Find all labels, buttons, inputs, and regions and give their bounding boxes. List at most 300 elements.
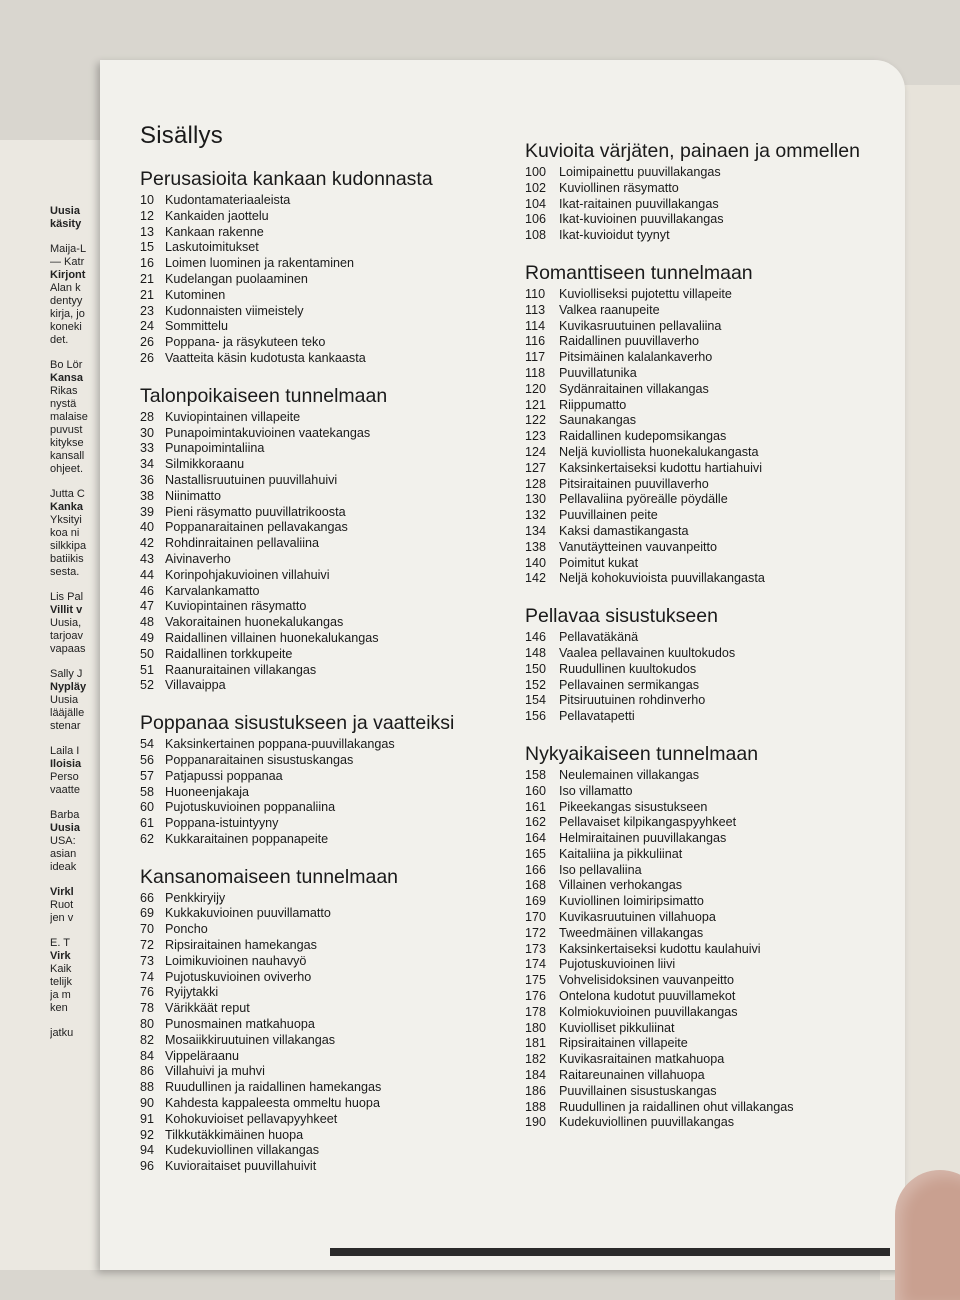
contents-entry xyxy=(140,441,500,457)
entry-title: Puuvillainen sisustuskangas xyxy=(559,1083,717,1098)
underlying-text-fragment: ohjeet. xyxy=(50,463,84,475)
entry-page-number: 92 xyxy=(140,1127,155,1142)
contents-entry xyxy=(525,678,885,694)
entry-title: Raanuraitainen villakangas xyxy=(165,662,317,677)
underlying-text-fragment: ideak xyxy=(50,861,77,873)
section-heading: Pellavaa sisustukseen xyxy=(525,605,718,628)
entry-title: Kuviopintainen räsymatto xyxy=(165,599,307,614)
entry-title: Ikat-raitainen puuvillakangas xyxy=(559,196,719,211)
contents-entry xyxy=(140,832,500,848)
entry-page-number: 134 xyxy=(525,523,547,538)
contents-entry xyxy=(525,429,885,445)
entry-title: Vaatteita käsin kudotusta kankaasta xyxy=(165,350,366,365)
entry-page-number: 62 xyxy=(140,831,155,846)
entry-title: Huoneenjakaja xyxy=(165,784,250,799)
entry-title: Niinimatto xyxy=(165,488,221,503)
entry-page-number: 24 xyxy=(140,319,155,334)
underlying-text-fragment: Villit v xyxy=(50,604,83,616)
underlying-text-fragment: malaise xyxy=(50,411,88,423)
underlying-text-fragment: — Katr xyxy=(50,256,85,268)
entry-page-number: 110 xyxy=(525,286,546,301)
entry-title: Neulemainen villakangas xyxy=(559,767,700,782)
entry-page-number: 174 xyxy=(525,957,547,972)
underlying-text-fragment: Uusia xyxy=(50,822,80,834)
contents-entry xyxy=(140,800,500,816)
contents-section xyxy=(140,712,500,848)
entry-page-number: 39 xyxy=(140,504,155,519)
contents-entry xyxy=(525,197,885,213)
entry-page-number: 84 xyxy=(140,1048,155,1063)
contents-entry xyxy=(140,737,500,753)
contents-entry xyxy=(140,256,500,272)
contents-section xyxy=(525,140,885,244)
entry-title: Riippumatto xyxy=(559,397,627,412)
entry-page-number: 36 xyxy=(140,472,155,487)
contents-entry xyxy=(525,540,885,556)
contents-entry xyxy=(525,630,885,646)
entry-title: Punapoimintaliina xyxy=(165,441,265,456)
entry-title: Kudontamateriaaleista xyxy=(165,193,291,207)
entry-page-number: 46 xyxy=(140,583,155,598)
underlying-text-fragment: Bo Lör xyxy=(50,359,83,371)
entry-title: Korinpohjakuvioinen villahuivi xyxy=(165,567,330,582)
underlying-text-fragment: dentyy xyxy=(50,295,83,307)
entry-page-number: 168 xyxy=(525,878,547,893)
contents-entry xyxy=(525,709,885,725)
entry-title: Raidallinen puuvillaverho xyxy=(559,334,700,349)
underlying-text-fragment: sesta. xyxy=(50,566,80,578)
entry-page-number: 74 xyxy=(140,969,155,984)
underlying-text-fragment: vapaas xyxy=(50,643,86,655)
entry-page-number: 13 xyxy=(140,224,155,239)
entry-page-number: 173 xyxy=(525,941,547,956)
entry-page-number: 76 xyxy=(140,985,155,1000)
entry-title: Ikat-kuvioinen puuvillakangas xyxy=(559,212,724,227)
entry-title: Kukkaraitainen poppanapeite xyxy=(165,831,329,846)
entry-page-number: 78 xyxy=(140,1001,155,1016)
entry-title: Vohvelisidoksinen vauvanpeitto xyxy=(559,973,735,988)
entry-title: Poppana- ja räsykuteen teko xyxy=(165,335,326,350)
contents-entry xyxy=(140,1033,500,1049)
contents-entry xyxy=(140,631,500,647)
contents-entry xyxy=(525,973,885,989)
entry-title: Raidallinen kudepomsikangas xyxy=(559,429,727,444)
entry-page-number: 175 xyxy=(525,973,547,988)
entry-page-number: 178 xyxy=(525,1004,547,1019)
entry-page-number: 169 xyxy=(525,894,547,909)
entry-page-number: 164 xyxy=(525,831,547,846)
contents-entry xyxy=(140,599,500,615)
underlying-text-fragment: Ruot xyxy=(50,899,74,911)
contents-entry xyxy=(525,165,885,181)
contents-entry xyxy=(140,489,500,505)
contents-entry xyxy=(525,815,885,831)
underlying-text-fragment: Alan k xyxy=(50,282,81,294)
entry-page-number: 69 xyxy=(140,906,155,921)
contents-entry xyxy=(140,785,500,801)
underlying-text-fragment: vaatte xyxy=(50,784,80,796)
entry-page-number: 166 xyxy=(525,862,547,877)
entry-page-number: 48 xyxy=(140,615,155,630)
contents-entry xyxy=(525,942,885,958)
entry-page-number: 128 xyxy=(525,476,547,491)
entry-title: Iso villamatto xyxy=(559,783,633,798)
underlying-text-fragment: koa ni xyxy=(50,527,80,539)
contents-entry xyxy=(140,505,500,521)
contents-entry xyxy=(140,985,500,1001)
entry-title: Ripsiraitainen hamekangas xyxy=(165,938,317,953)
entry-title: Vanutäytteinen vauvanpeitto xyxy=(559,539,718,554)
contents-entry xyxy=(140,410,500,426)
entry-page-number: 117 xyxy=(525,350,546,365)
underlying-text-fragment: Uusia, xyxy=(50,617,82,629)
entry-page-number: 60 xyxy=(140,800,155,815)
entry-title: Helmiraitainen puuvillakangas xyxy=(559,831,727,846)
entry-page-number: 44 xyxy=(140,567,155,582)
contents-entry xyxy=(525,212,885,228)
entry-title: Pieni räsymatto puuvillatrikoosta xyxy=(165,504,346,519)
contents-entry xyxy=(140,678,500,694)
contents-entry xyxy=(140,769,500,785)
entry-title: Värikkäät reput xyxy=(165,1001,250,1016)
entry-title: Vippeläraanu xyxy=(165,1048,239,1063)
underlying-text-fragment: Kansa xyxy=(50,372,84,384)
underlying-text-fragment: E. T xyxy=(50,937,70,949)
contents-entry xyxy=(525,382,885,398)
contents-entry xyxy=(140,938,500,954)
contents-entry xyxy=(525,894,885,910)
underlying-text-fragment: jatku xyxy=(50,1027,74,1039)
entry-list xyxy=(525,768,885,1131)
contents-entry xyxy=(525,1052,885,1068)
contents-entry xyxy=(140,209,500,225)
contents-entry xyxy=(140,1159,500,1175)
entry-title: Villavaippa xyxy=(165,678,226,693)
contents-section xyxy=(140,168,500,367)
entry-page-number: 148 xyxy=(525,645,547,660)
entry-page-number: 123 xyxy=(525,429,547,444)
entry-page-number: 150 xyxy=(525,661,547,676)
entry-page-number: 181 xyxy=(525,1036,547,1051)
contents-entry xyxy=(525,413,885,429)
entry-page-number: 146 xyxy=(525,630,547,645)
entry-title: Pellavatapetti xyxy=(559,709,635,724)
contents-entry xyxy=(140,288,500,304)
thumb xyxy=(895,1170,960,1300)
entry-title: Kuvikasruutuinen villahuopa xyxy=(559,910,716,925)
entry-title: Tilkkutäkkimäinen huopa xyxy=(165,1127,304,1142)
entry-title: Tweedmäinen villakangas xyxy=(559,925,704,940)
entry-page-number: 172 xyxy=(525,925,547,940)
underlying-text-fragment: Kanka xyxy=(50,501,84,513)
contents-entry xyxy=(525,334,885,350)
contents-entry xyxy=(140,906,500,922)
entry-title: Kaksinkertaiseksi kudottu kaulahuivi xyxy=(559,941,761,956)
entry-page-number: 190 xyxy=(525,1115,547,1130)
entry-title: Poppanaraitainen pellavakangas xyxy=(165,520,348,535)
entry-title: Ryijytakki xyxy=(165,985,219,1000)
underlying-text-fragment: jen v xyxy=(50,912,74,924)
entry-page-number: 72 xyxy=(140,938,155,953)
section-heading: Kansanomaiseen tunnelmaan xyxy=(140,865,399,888)
entry-page-number: 66 xyxy=(140,890,155,905)
underlying-text-fragment: batiikis xyxy=(50,553,84,565)
entry-page-number: 90 xyxy=(140,1096,155,1111)
entry-title: Kuvioraitaiset puuvillahuivit xyxy=(165,1159,317,1174)
contents-entry xyxy=(525,989,885,1005)
entry-title: Kaksinkertainen poppana-puuvillakangas xyxy=(165,737,395,752)
contents-entry xyxy=(140,647,500,663)
entry-page-number: 170 xyxy=(525,910,547,925)
entry-title: Kudekuviollinen villakangas xyxy=(165,1143,320,1158)
contents-entry xyxy=(525,366,885,382)
contents-entry xyxy=(525,1100,885,1116)
entry-title: Kuvikasraitainen matkahuopa xyxy=(559,1052,725,1067)
contents-entry xyxy=(525,646,885,662)
contents-entry xyxy=(525,863,885,879)
contents-entry xyxy=(140,954,500,970)
entry-page-number: 23 xyxy=(140,303,155,318)
entry-page-number: 58 xyxy=(140,784,155,799)
entry-title: Kaksinkertaiseksi kudottu hartiahuivi xyxy=(559,460,763,475)
entry-list xyxy=(525,630,885,725)
contents-entry xyxy=(525,847,885,863)
entry-title: Kuvikasruutuinen pellavaliina xyxy=(559,318,722,333)
contents-left-column xyxy=(140,122,500,1193)
entry-page-number: 10 xyxy=(140,193,155,207)
entry-title: Patjapussi poppanaa xyxy=(165,768,283,783)
entry-page-number: 176 xyxy=(525,989,547,1004)
entry-page-number: 108 xyxy=(525,228,547,243)
contents-entry xyxy=(525,1005,885,1021)
contents-entry xyxy=(525,910,885,926)
entry-page-number: 106 xyxy=(525,212,547,227)
entry-title: Ruudullinen ja raidallinen ohut villakangas xyxy=(559,1099,794,1114)
underlying-text-fragment: Rikas xyxy=(50,385,78,397)
entry-page-number: 152 xyxy=(525,677,547,692)
contents-entry xyxy=(140,1017,500,1033)
underlying-text-fragment: nystä xyxy=(50,398,77,410)
underlying-text-fragment: Yksityi xyxy=(50,514,82,526)
entry-page-number: 30 xyxy=(140,425,155,440)
entry-title: Loimipainettu puuvillakangas xyxy=(559,165,721,179)
entry-page-number: 140 xyxy=(525,555,547,570)
entry-list xyxy=(525,287,885,587)
contents-entry xyxy=(140,970,500,986)
entry-page-number: 94 xyxy=(140,1143,155,1158)
entry-title: Karvalankamatto xyxy=(165,583,260,598)
entry-page-number: 80 xyxy=(140,1017,155,1032)
entry-page-number: 26 xyxy=(140,335,155,350)
contents-entry xyxy=(525,303,885,319)
entry-page-number: 161 xyxy=(525,799,547,814)
entry-title: Punosmainen matkahuopa xyxy=(165,1017,315,1032)
entry-page-number: 57 xyxy=(140,768,155,783)
entry-page-number: 132 xyxy=(525,508,547,523)
contents-entry xyxy=(140,335,500,351)
contents-entry xyxy=(525,445,885,461)
entry-title: Mosaiikkiruutuinen villakangas xyxy=(165,1032,336,1047)
underlying-text-fragment: Uusia xyxy=(50,694,79,706)
contents-entry xyxy=(140,1096,500,1112)
entry-title: Saunakangas xyxy=(559,413,637,428)
entry-title: Villahuivi ja muhvi xyxy=(165,1064,265,1079)
underlying-text-fragment: USA: xyxy=(50,835,76,847)
entry-page-number: 61 xyxy=(140,816,155,831)
contents-entry xyxy=(140,473,500,489)
contents-entry xyxy=(525,461,885,477)
contents-entry xyxy=(525,571,885,587)
entry-title: Kankaan rakenne xyxy=(165,224,264,239)
contents-entry xyxy=(140,319,500,335)
entry-title: Kaksi damastikangasta xyxy=(559,523,689,538)
contents-entry xyxy=(140,615,500,631)
entry-title: Pellavaiset kilpikangaspyyhkeet xyxy=(559,815,737,830)
contents-entry xyxy=(140,1112,500,1128)
entry-title: Pitsiruutuinen rohdinverho xyxy=(559,693,706,708)
underlying-text-fragment: Laila I xyxy=(50,745,80,757)
entry-title: Poimitut kukat xyxy=(559,555,639,570)
contents-entry xyxy=(140,426,500,442)
entry-page-number: 73 xyxy=(140,953,155,968)
underlying-text-fragment: det. xyxy=(50,334,69,346)
entry-page-number: 138 xyxy=(525,539,547,554)
contents-entry xyxy=(525,1084,885,1100)
contents-title: Sisällys xyxy=(140,122,223,149)
entry-title: Villainen verhokangas xyxy=(559,878,682,893)
entry-title: Vakoraitainen huonekalukangas xyxy=(165,615,344,630)
entry-title: Kuviollinen räsymatto xyxy=(559,180,679,195)
contents-entry xyxy=(140,584,500,600)
section-heading: Perusasioita kankaan kudonnasta xyxy=(140,168,433,190)
contents-entry xyxy=(525,398,885,414)
entry-title: Pujotuskuvioinen poppanaliina xyxy=(165,800,336,815)
entry-page-number: 186 xyxy=(525,1083,547,1098)
entry-title: Kuviolliset pikkuliinat xyxy=(559,1020,675,1035)
contents-entry xyxy=(525,524,885,540)
contents-entry xyxy=(525,693,885,709)
entry-page-number: 49 xyxy=(140,630,155,645)
entry-title: Sommittelu xyxy=(165,319,228,334)
entry-page-number: 116 xyxy=(525,334,546,349)
contents-entry xyxy=(525,1068,885,1084)
contents-entry xyxy=(140,457,500,473)
contents-entry xyxy=(140,891,500,907)
contents-entry xyxy=(140,1049,500,1065)
entry-title: Valkea raanupeite xyxy=(559,302,660,317)
entry-page-number: 104 xyxy=(525,196,547,211)
entry-page-number: 127 xyxy=(525,460,547,475)
entry-page-number: 12 xyxy=(140,208,155,223)
section-heading: Talonpoikaiseen tunnelmaan xyxy=(140,384,388,407)
entry-page-number: 88 xyxy=(140,1080,155,1095)
contents-entry xyxy=(525,831,885,847)
entry-page-number: 21 xyxy=(140,287,155,302)
entry-title: Raidallinen torkkupeite xyxy=(165,646,293,661)
underlying-text-fragment: Kaik xyxy=(50,963,72,975)
contents-entry xyxy=(525,350,885,366)
contents-entry xyxy=(525,878,885,894)
contents-entry xyxy=(525,1036,885,1052)
entry-list xyxy=(140,193,500,367)
contents-entry xyxy=(140,272,500,288)
entry-title: Iso pellavaliina xyxy=(559,862,642,877)
underlying-text-fragment: Maija-L xyxy=(50,243,87,255)
contents-entry xyxy=(525,319,885,335)
entry-page-number: 16 xyxy=(140,256,155,271)
entry-page-number: 154 xyxy=(525,693,547,708)
section-heading: Kuvioita värjäten, painaen ja ommellen xyxy=(525,140,860,162)
contents-entry xyxy=(140,304,500,320)
entry-title: Ruudullinen kuultokudos xyxy=(559,661,697,676)
contents-entry xyxy=(140,753,500,769)
underlying-text-fragment: ja m xyxy=(50,989,71,1001)
entry-title: Kaitaliina ja pikkuliinat xyxy=(559,846,683,861)
entry-page-number: 86 xyxy=(140,1064,155,1079)
contents-entry xyxy=(525,662,885,678)
contents-entry xyxy=(140,816,500,832)
contents-entry xyxy=(140,1143,500,1159)
entry-title: Pujotuskuvioinen liivi xyxy=(559,957,676,972)
entry-page-number: 26 xyxy=(140,350,155,365)
contents-entry xyxy=(140,663,500,679)
contents-entry xyxy=(140,1001,500,1017)
contents-section xyxy=(525,262,885,587)
underlying-text-fragment: lääjälle xyxy=(50,707,85,719)
entry-page-number: 118 xyxy=(525,365,546,380)
entry-title: Ruudullinen ja raidallinen hamekangas xyxy=(165,1080,382,1095)
contents-entry xyxy=(525,1115,885,1131)
section-heading: Poppanaa sisustukseen ja vaatteiksi xyxy=(140,712,455,735)
contents-entry xyxy=(525,228,885,244)
underlying-text-fragment: Jutta C xyxy=(50,488,85,500)
entry-page-number: 142 xyxy=(525,571,547,586)
entry-title: Loimen luominen ja rakentaminen xyxy=(165,256,355,271)
entry-title: Pellavaliina pyöreälle pöydälle xyxy=(559,492,728,507)
contents-entry xyxy=(525,477,885,493)
contents-entry xyxy=(140,1128,500,1144)
underlying-text-fragment: asian xyxy=(50,848,77,860)
entry-page-number: 102 xyxy=(525,180,547,195)
entry-page-number: 47 xyxy=(140,599,155,614)
entry-page-number: 91 xyxy=(140,1111,155,1126)
entry-page-number: 120 xyxy=(525,381,547,396)
entry-title: Silmikkoraanu xyxy=(165,457,245,472)
entry-title: Kolmiokuvioinen puuvillakangas xyxy=(559,1004,738,1019)
underlying-text-fragment: telijk xyxy=(50,976,73,988)
entry-title: Kohokuvioiset pellavapyyhkeet xyxy=(165,1111,338,1126)
entry-page-number: 182 xyxy=(525,1052,547,1067)
contents-section xyxy=(525,605,885,725)
entry-page-number: 165 xyxy=(525,846,547,861)
entry-page-number: 96 xyxy=(140,1159,155,1174)
entry-title: Pitsiraitainen puuvillaverho xyxy=(559,476,709,491)
entry-page-number: 184 xyxy=(525,1068,547,1083)
contents-entry xyxy=(140,1080,500,1096)
underlying-text-fragment: kitykse xyxy=(50,437,84,449)
underlying-text-fragment: stenar xyxy=(50,720,81,732)
underlying-text-fragment: koneki xyxy=(50,321,82,333)
entry-title: Ripsiraitainen villapeite xyxy=(559,1036,688,1051)
entry-title: Nastallisruutuinen puuvillahuivi xyxy=(165,472,338,487)
book-bottom-edge xyxy=(330,1248,890,1256)
entry-page-number: 188 xyxy=(525,1099,547,1114)
contents-section xyxy=(525,743,885,1131)
entry-page-number: 40 xyxy=(140,520,155,535)
entry-title: Pellavainen sermikangas xyxy=(559,677,700,692)
underlying-text-fragment: Uusia xyxy=(50,205,80,217)
entry-title: Punapoimintakuvioinen vaatekangas xyxy=(165,425,371,440)
